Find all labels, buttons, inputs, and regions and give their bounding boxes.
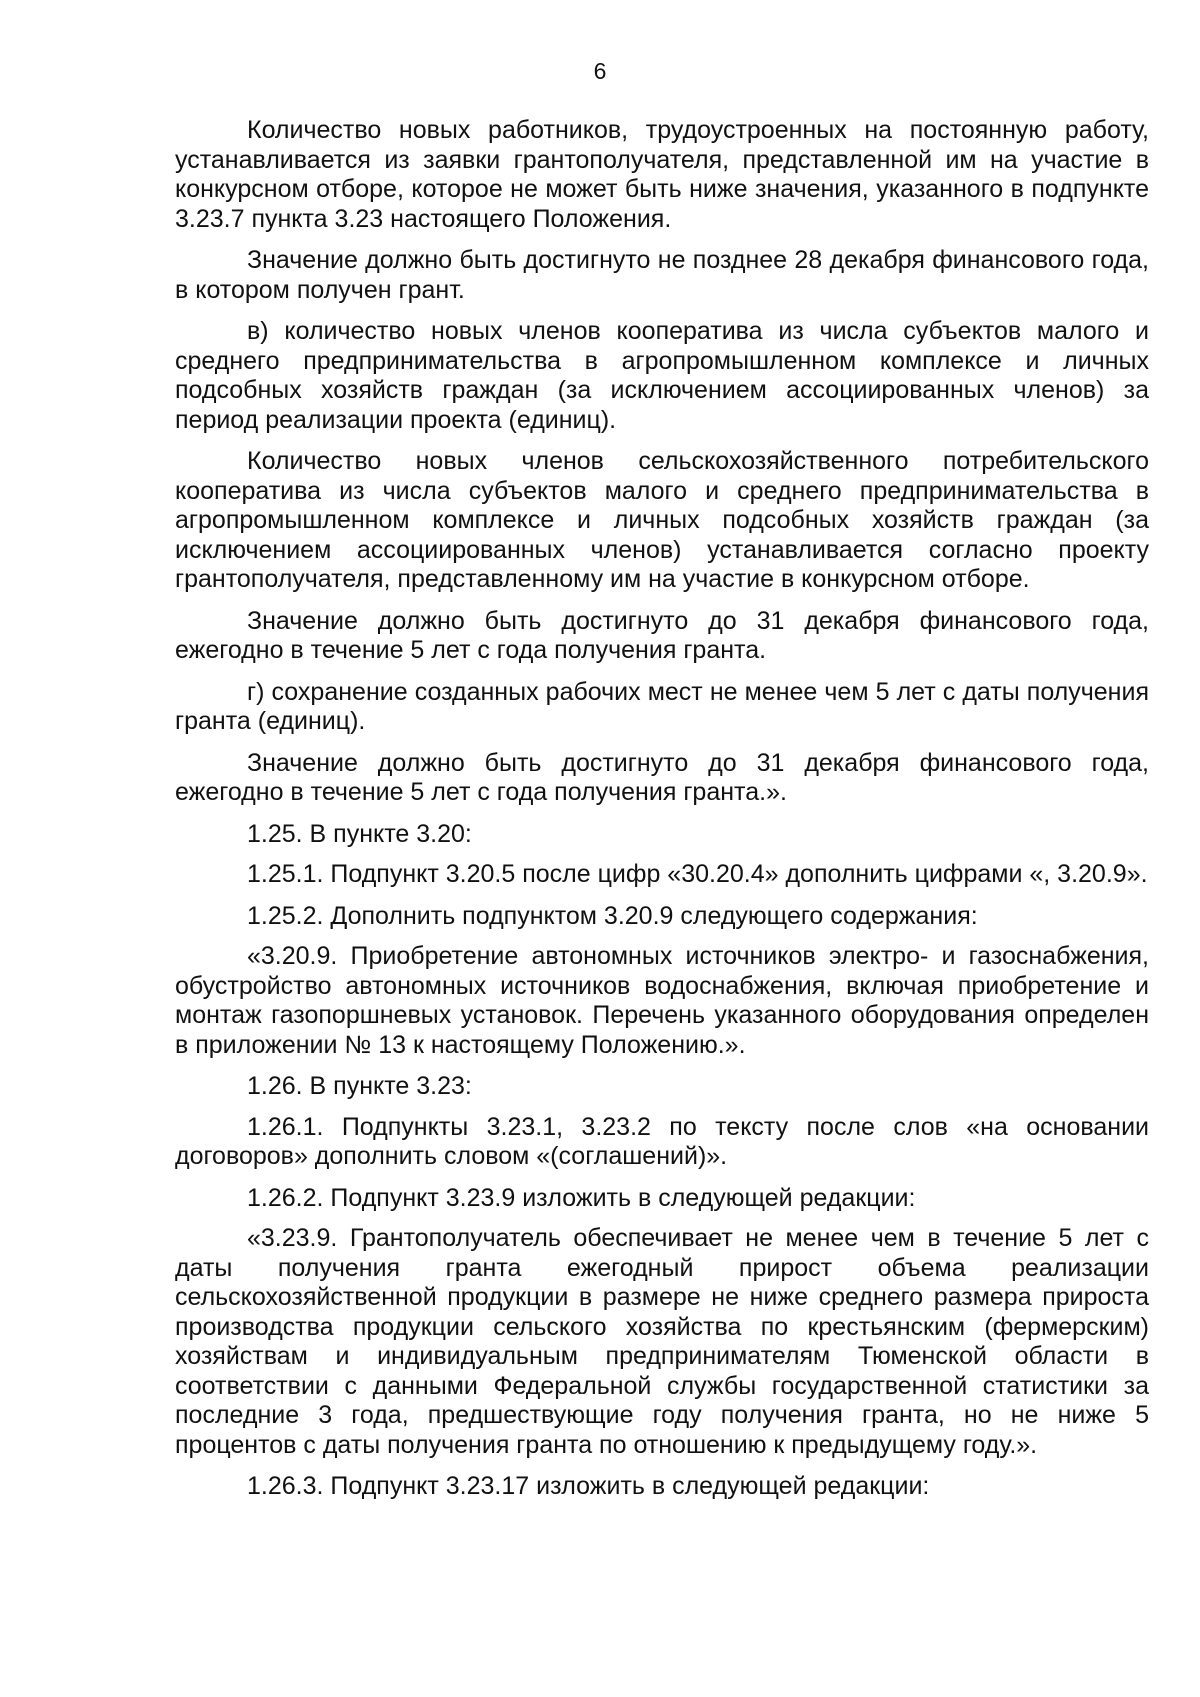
paragraph-1-26-3: 1.26.3. Подпункт 3.23.17 изложить в следующей редакции:: [247, 1472, 930, 1500]
paragraph-1-25-1: 1.25.1. Подпункт 3.20.5 после цифр «30.20.4» дополнить цифрами «, 3.20.9».: [247, 860, 1148, 888]
paragraph-item-v: в) количество новых членов кооператива из числа субъектов малого и среднего предпринимательства в агропромышленном комплексе и личных подсобных хозяйств граждан (за исключением ассоциированных членов) за период реализации проекта (единиц).: [175, 317, 1149, 434]
paragraph-1-25-2: 1.25.2. Дополнить подпунктом 3.20.9 следующего содержания:: [247, 901, 978, 930]
paragraph-3-20-9: «3.20.9. Приобретение автономных источников электро- и газоснабжения, обустройство автономных источников водоснабжения, включая приобретение и монтаж газопоршневых установок. Перечень указанного оборудования определен в приложении № 13 к настоящему Положению.».: [175, 942, 1149, 1059]
paragraph-1-26: 1.26. В пункте 3.23:: [247, 1072, 472, 1100]
paragraph-new-employees: Количество новых работников, трудоустроенных на постоянную работу, устанавливается из заявки грантополучателя, представленной им на участие в конкурсном отборе, которое не может быть ниже значения, указанного в подпункте 3.23.7 пункта 3.23 настоящего Положения.: [175, 116, 1149, 233]
paragraph-3-23-9: «3.23.9. Грантополучатель обеспечивает не менее чем в течение 5 лет с даты получения гранта ежегодный прирост объема реализации сельскохозяйственной продукции в размере не ниже среднего размера прироста производства продукции сельского хозяйства по крестьянским (фермерским) хозяйствам и индивидуальным предпринимателям Тюменской области в соответствии с данными Федеральной службы государственной статистики за последние 3 года, предшествующие году получения гранта, но не ниже 5 процентов с даты получения гранта по отношению к предыдущему году.».: [175, 1224, 1149, 1459]
paragraph-deadline-december-31-end: Значение должно быть достигнуто до 31 декабря финансового года, ежегодно в течение 5 лет с года получения гранта.».: [175, 748, 1149, 806]
paragraph-item-g: г) сохранение созданных рабочих мест не менее чем 5 лет с даты получения гранта (единиц).: [175, 677, 1149, 735]
paragraph-deadline-december-28: Значение должно быть достигнуто не позднее 28 декабря финансового года, в котором получен грант.: [175, 246, 1149, 304]
paragraph-new-cooperative-members: Количество новых членов сельскохозяйственного потребительского кооператива из числа субъектов малого и среднего предпринимательства в агропромышленном комплексе и личных подсобных хозяйств граждан (за исключением ассоциированных членов) устанавливается согласно проекту грантополучателя, представленному им на участие в конкурсном отборе.: [175, 447, 1149, 593]
paragraph-1-26-1: 1.26.1. Подпункты 3.23.1, 3.23.2 по тексту после слов «на основании договоров» дополнить словом «(соглашений)».: [175, 1112, 1149, 1170]
page-number: 6: [593, 58, 607, 84]
paragraph-1-25: 1.25. В пункте 3.20:: [247, 819, 472, 848]
paragraph-deadline-december-31: Значение должно быть достигнуто до 31 декабря финансового года, ежегодно в течение 5 лет с года получения гранта.: [175, 606, 1149, 664]
document-body: [175, 116, 1149, 1514]
paragraph-1-26-2: 1.26.2. Подпункт 3.23.9 изложить в следующей редакции:: [247, 1183, 916, 1212]
